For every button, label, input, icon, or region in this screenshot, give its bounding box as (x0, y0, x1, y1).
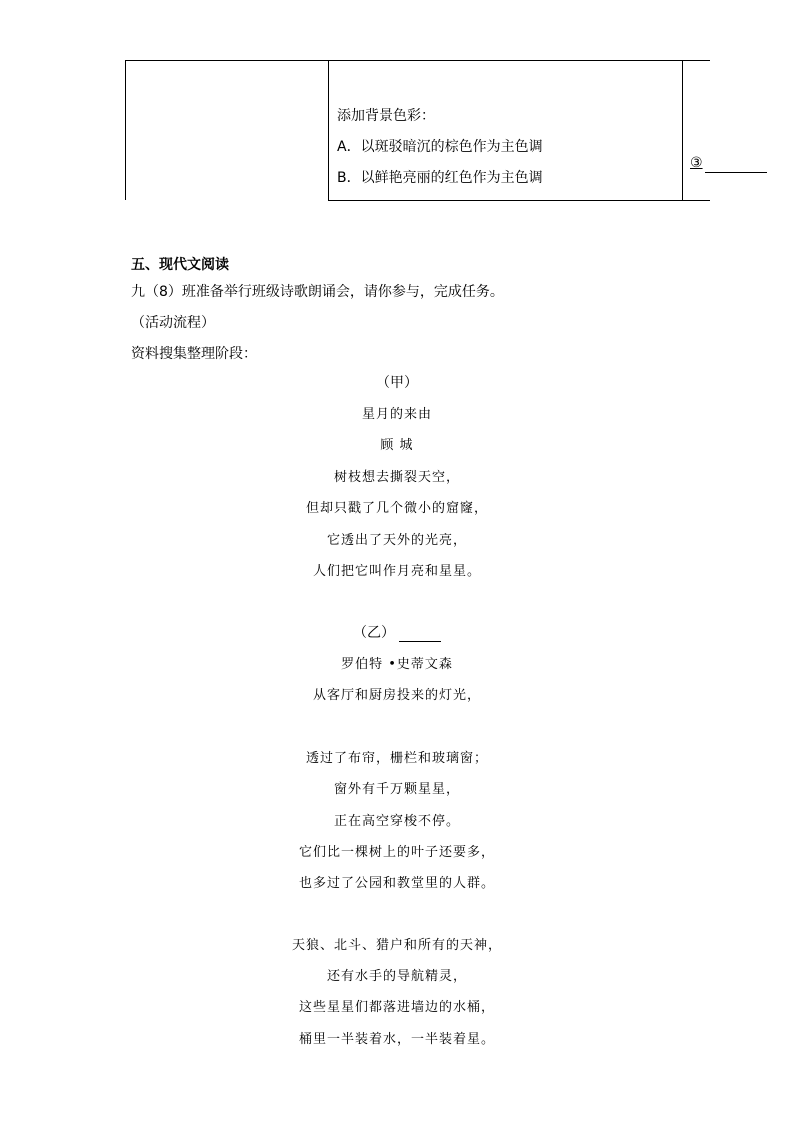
poem-b-author: 罗伯特 •史蒂文森 (341, 657, 453, 672)
poem-b-line: 桶里一半装着水，一半装着星。 (298, 1032, 495, 1047)
poem-b-line: 还有水手的导航精灵， (326, 969, 467, 984)
stage-label: 资料搜集整理阶段： (131, 346, 257, 362)
poem-b-line: 天狼、北斗、猎户和所有的天神， (291, 938, 502, 953)
circled-three-marker: ③ (690, 155, 703, 171)
poem-b-line: 这些星星们都落进墙边的水桶， (298, 1000, 495, 1015)
section-intro: 九（8）班准备举行班级诗歌朗诵会，请你参与，完成任务。 (131, 284, 504, 300)
background-color-heading: 添加背景色彩： (337, 108, 435, 124)
poem-a-line: 树枝想去撕裂天空， (333, 470, 460, 485)
table-divider-1 (328, 60, 329, 201)
poem-b-line: 窗外有千万颗星星， (333, 782, 460, 797)
blank-line (705, 157, 767, 173)
answer-blank-3[interactable] (690, 153, 767, 173)
poem-a-author: 顾 城 (380, 438, 414, 453)
option-b: B．以鲜艳亮丽的红色作为主色调 (337, 170, 543, 186)
activity-label: （活动流程） (131, 315, 215, 331)
poem-a-label: （甲） (376, 375, 418, 391)
poem-a-line: 它透出了天外的光亮， (326, 533, 467, 548)
table-bottom-border (328, 200, 710, 201)
poem-b-label: （乙） (353, 625, 395, 641)
poem-b-line: 从客厅和厨房投来的灯光， (312, 688, 481, 703)
table-left-border (125, 60, 126, 200)
poem-b-line: 透过了布帘，栅栏和玻璃窗； (305, 751, 488, 766)
poem-a-title: 星月的来由 (361, 407, 432, 422)
poem-b-line: 也多过了公园和教堂里的人群。 (298, 876, 495, 891)
poem-a-line: 但却只戳了几个微小的窟窿， (305, 501, 488, 516)
option-a: A．以斑驳暗沉的棕色作为主色调 (337, 139, 543, 155)
poem-b-line: 正在高空穿梭不停。 (333, 814, 460, 829)
table-top-border (125, 60, 710, 61)
poem-b-label-row (0, 624, 794, 642)
poem-b-line: 它们比一棵树上的叶子还要多， (298, 845, 495, 860)
poem-a-line: 人们把它叫作月亮和星星。 (312, 564, 481, 579)
poem-b-title-blank[interactable] (399, 627, 441, 642)
table-divider-2 (682, 60, 683, 201)
section-title: 五、现代文阅读 (131, 257, 229, 273)
